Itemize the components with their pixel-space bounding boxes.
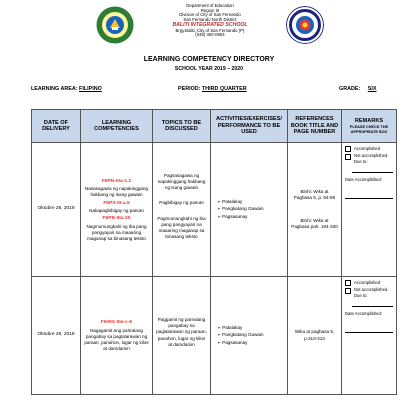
activity-item: ➢ Pagsasanay [217, 213, 248, 219]
remarks-cell: Accomplished Not accomplished Due to: Date Accomplished: [342, 143, 397, 277]
topic-item: Pagmumungkahi ng iba pang pangyayari na maaaring maganap sa binasang teksto [157, 215, 206, 240]
date-cell: Oktubre 28, 2019 [32, 143, 81, 277]
topics-cell [153, 277, 211, 395]
not-accomplished-checkbox[interactable] [345, 154, 351, 160]
period-label: PERIOD: [178, 86, 201, 92]
period [178, 86, 247, 92]
activity-item: ➢ Pangkatang Gawain [217, 206, 264, 212]
col-header-date: DATE OF DELIVERY [32, 110, 81, 143]
topic-item: Paggamit ng pariralang pangabay sa paglalarawan ng paraan, panahon, lugar ng kilos at damdamin [156, 317, 207, 347]
remarks-note: PLEASE CHECK THE APPROPRIATE BOX [349, 125, 389, 134]
due-to-line[interactable] [352, 166, 393, 173]
grade-label: GRADE: [339, 86, 361, 92]
date-accomplished-line[interactable] [345, 328, 393, 333]
grade-value: SIX [367, 86, 377, 92]
references-cell [288, 277, 342, 395]
reference-item: Binhi: Wika at Pagbasa 5, p. 94-96 [293, 189, 336, 201]
activity-item: ➢ Patalakay [217, 199, 243, 205]
division-line: Division of City of San Fernando [179, 12, 241, 18]
date-accomplished-label: Date Accomplished: [345, 176, 383, 182]
references-cell [288, 143, 342, 277]
address-line: Brgy.Baliti, City of San Fernando (P) [175, 27, 245, 33]
competency-table [31, 109, 397, 395]
competencies-cell [81, 143, 153, 277]
activity-item: ➢ Pagsasanay [217, 339, 248, 345]
grade [339, 86, 376, 92]
col-header-references: REFERENCES BOOK TITLE AND PAGE NUMBER [288, 110, 342, 143]
district-line: San Fernando North District [183, 17, 237, 23]
date-accomplished-label: Date Accomplished: [345, 310, 383, 316]
phone-line: (045) 300-0904 [195, 32, 225, 38]
activities-cell [211, 143, 288, 277]
not-accomplished-checkbox[interactable] [345, 288, 351, 294]
accomplished-checkbox[interactable] [345, 146, 351, 152]
activity-item: ➢ Patalakay [217, 325, 243, 331]
table-header-row [32, 110, 397, 143]
area-label: LEARNING AREA: [31, 86, 78, 92]
topic-item: Pagsasagawa ng napakinggang hakbang ng isang gawain [157, 172, 206, 191]
accomplished-checkbox[interactable] [345, 280, 351, 286]
competency-text: Nakapagbibigay ng panuto [89, 208, 144, 214]
reference-item: Binhi: Wika at Pagbasa pah. 194-200 [291, 217, 338, 229]
date-cell: Oktubre 29, 2019 [32, 277, 81, 395]
topics-cell [153, 143, 211, 277]
topic-item: Pagbibigay ng panuto [159, 200, 204, 206]
reference-item: Wika at pagbasa 5, p.310-313 [294, 329, 335, 341]
competency-code: F6PS-III-a.5 [103, 200, 130, 206]
competencies-cell [81, 277, 153, 395]
col-header-topics: TOPICS TO BE DISCUSSED [153, 110, 211, 143]
period-value: THIRD QUARTER [201, 86, 247, 92]
activity-item: ➢ Pangkatang Gawain [217, 332, 264, 338]
due-to-line[interactable] [352, 300, 393, 307]
dept-line: Department of Education [186, 3, 234, 8]
competency-code: F6PN-IIIa-1.2 [101, 178, 132, 184]
doc-title: LEARNING COMPETENCY DIRECTORY [143, 56, 275, 63]
col-header-remarks [342, 110, 397, 143]
letterhead [140, 4, 280, 38]
competency-code: F6PB-IIIa-20 [102, 216, 131, 222]
school-year: SCHOOL YEAR 2019 – 2020 [174, 66, 244, 72]
competency-text: Nagagamit ang pariralang pangabay sa paglalarawan ng paraan, panahon, lugar ng kilos at damdamin [84, 327, 149, 352]
col-header-activities: ACTIVITIES/EXERCISES/ PERFORMANCE TO BE USED [211, 110, 288, 143]
area-value: FILIPINO [79, 86, 102, 92]
table-row [32, 277, 397, 395]
remarks-title: REMARKS [354, 117, 384, 124]
deped-seal-logo [286, 6, 324, 44]
col-header-competencies: LEARNING COMPETENCIES [81, 110, 153, 143]
school-name: BALITI INTEGRATED SCHOOL [172, 21, 248, 28]
competency-code: F6WG-IIIa-c-6 [100, 320, 133, 326]
school-seal-logo [96, 6, 134, 44]
activities-cell [211, 277, 288, 395]
learning-area [31, 86, 102, 92]
table-row [32, 143, 397, 277]
date-accomplished-line[interactable] [345, 194, 393, 199]
remarks-cell: Accomplished Not accomplished Due to: Date Accomplished: [342, 277, 397, 395]
competency-text: Nagmumungkahi ng iba pang pangyayari na maaaring maganap sa binasang teksto [86, 223, 147, 242]
competency-text: Nasasagawa ng napakinggang hakbang ng isang gawain [84, 186, 149, 198]
region-line: Region III [200, 7, 220, 13]
